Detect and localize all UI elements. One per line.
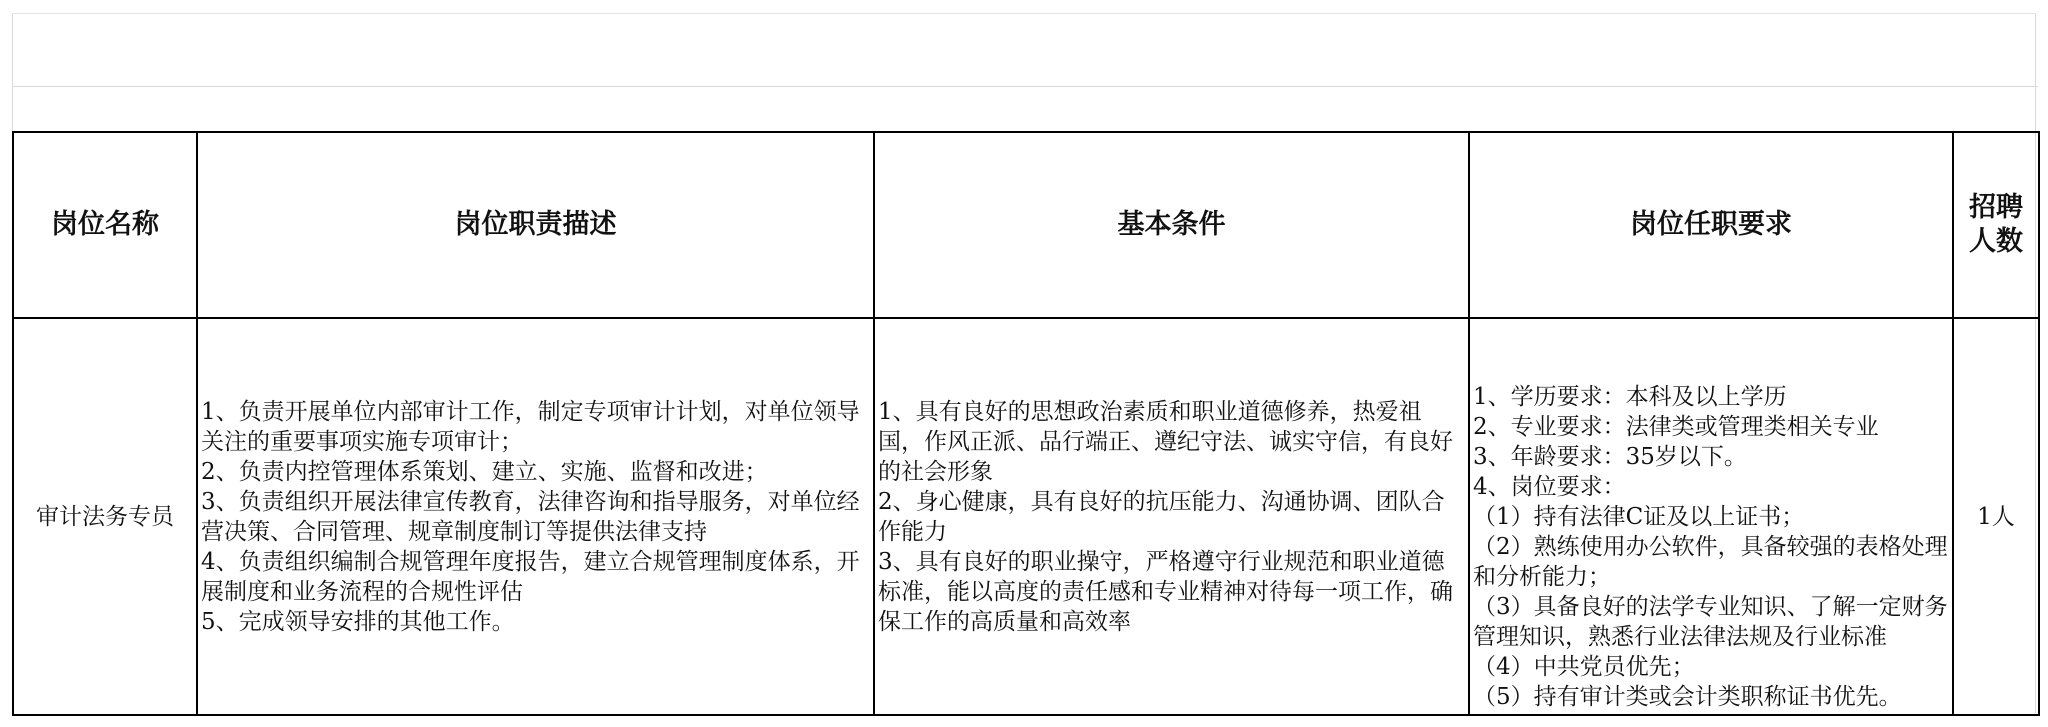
duty-item: 4、负责组织编制合规管理年度报告，建立合规管理制度体系，开展制度和业务流程的合规性评估 <box>201 548 860 605</box>
header-headcount: 招聘人数 <box>1953 132 2039 318</box>
spreadsheet-gridline <box>12 86 2038 87</box>
requirement-item: 4、岗位要求： <box>1473 474 1626 500</box>
requirement-item: 1、学历要求：本科及以上学历 <box>1473 384 1787 410</box>
header-position-name: 岗位名称 <box>13 132 197 318</box>
requirement-item: （5）持有审计类或会计类职称证书优先。 <box>1473 684 1902 710</box>
requirement-item: 2、专业要求：法律类或管理类相关专业 <box>1473 414 1879 440</box>
duty-item: 2、负责内控管理体系策划、建立、实施、监督和改进； <box>201 458 768 485</box>
requirement-item: （3）具备良好的法学专业知识、了解一定财务管理知识，熟悉行业法律法规及行业标准 <box>1473 594 1948 650</box>
position-name-cell: 审计法务专员 <box>13 318 197 715</box>
header-basic-conditions: 基本条件 <box>874 132 1469 318</box>
duty-item: 1、负责开展单位内部审计工作，制定专项审计计划，对单位领导关注的重要事项实施专项审计； <box>201 398 860 455</box>
recruitment-table <box>12 131 2040 716</box>
header-job-requirements: 岗位任职要求 <box>1469 132 1953 318</box>
basic-conditions-cell <box>874 318 1469 715</box>
duty-description-cell <box>197 318 874 715</box>
basic-condition-item: 2、身心健康，具有良好的抗压能力、沟通协调、团队合作能力 <box>878 488 1445 545</box>
job-requirements-cell <box>1469 318 1953 715</box>
header-duty-description: 岗位职责描述 <box>197 132 874 318</box>
requirement-item: （2）熟练使用办公软件，具备较强的表格处理和分析能力； <box>1473 534 1948 590</box>
basic-condition-item: 3、具有良好的职业操守，严格遵守行业规范和职业道德标准，能以高度的责任感和专业精神对待每一项工作，确保工作的高质量和高效率 <box>878 548 1453 635</box>
requirement-item: 3、年龄要求：35岁以下。 <box>1473 444 1747 470</box>
requirement-item: （4）中共党员优先； <box>1473 654 1695 680</box>
header-row <box>13 132 2039 318</box>
basic-condition-item: 1、具有良好的思想政治素质和职业道德修养，热爱祖国，作风正派、品行端正、遵纪守法、诚实守信，有良好的社会形象 <box>878 398 1453 485</box>
requirement-item: （1）持有法律C证及以上证书； <box>1473 504 1805 530</box>
table-row <box>13 318 2039 715</box>
headcount-cell: 1人 <box>1953 318 2039 715</box>
duty-item: 5、完成领导安排的其他工作。 <box>201 608 515 635</box>
duty-item: 3、负责组织开展法律宣传教育，法律咨询和指导服务，对单位经营决策、合同管理、规章制度制订等提供法律支持 <box>201 488 860 545</box>
